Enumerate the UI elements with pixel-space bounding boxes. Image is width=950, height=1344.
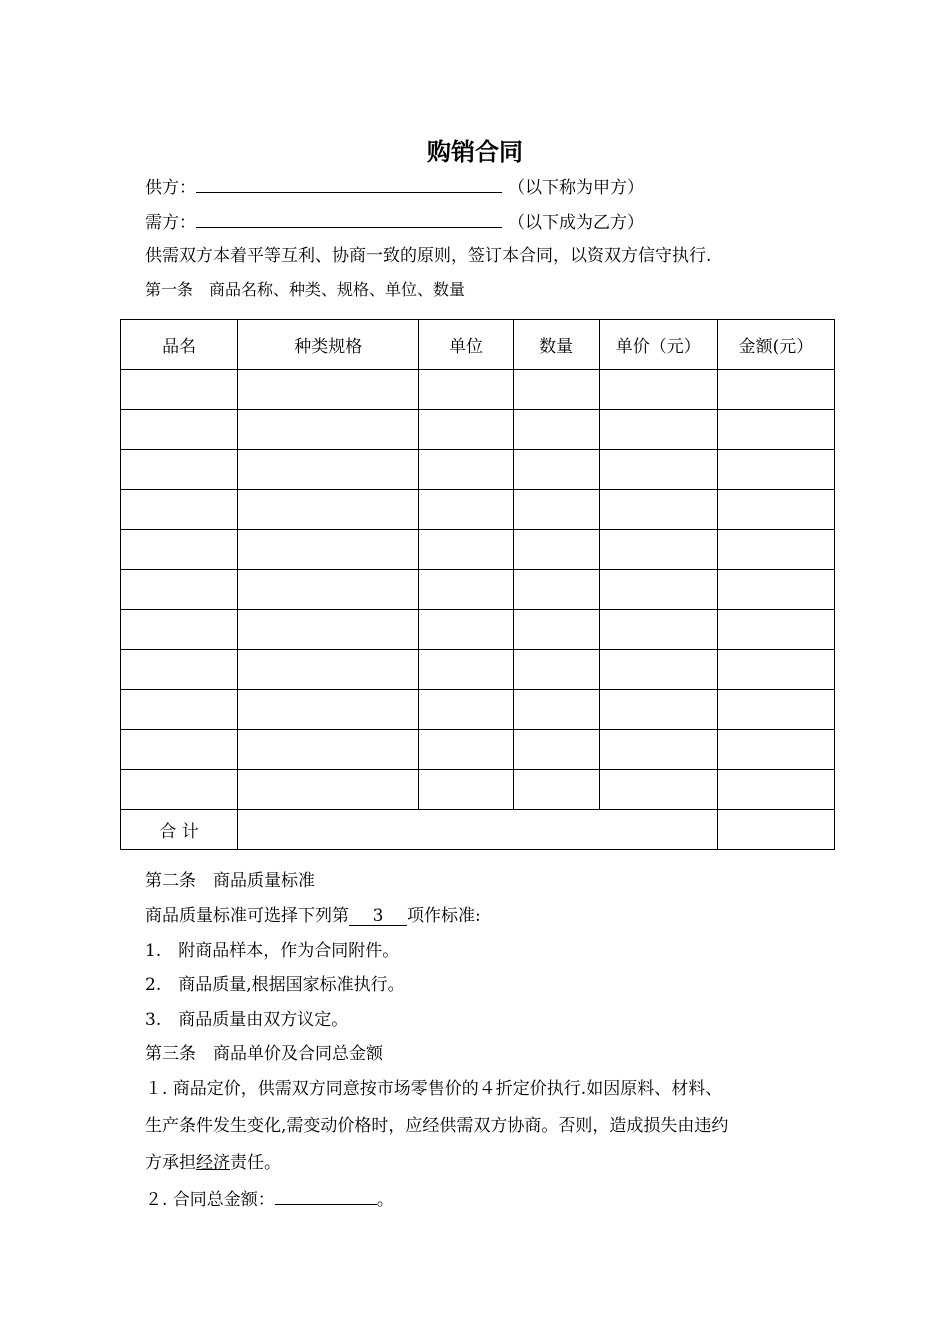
total-amount-blank[interactable] <box>275 1186 377 1205</box>
table-cell[interactable] <box>238 690 419 730</box>
table-row <box>121 530 835 570</box>
table-cell[interactable] <box>121 370 238 410</box>
intro-text: 供需双方本着平等互利、协商一致的原则，签订本合同，以资双方信守执行. <box>145 246 712 266</box>
table-cell[interactable] <box>419 730 513 770</box>
table-cell[interactable] <box>419 370 513 410</box>
header-quantity: 数量 <box>513 320 599 370</box>
quality-suffix: 项作标准: <box>407 906 481 926</box>
table-cell[interactable] <box>121 450 238 490</box>
table-cell[interactable] <box>599 370 717 410</box>
table-cell[interactable] <box>419 490 513 530</box>
article-3-heading: 第三条 商品单价及合同总金额 <box>145 1044 383 1064</box>
total-label: 合 计 <box>121 810 238 850</box>
table-cell[interactable] <box>121 530 238 570</box>
table-cell[interactable] <box>419 410 513 450</box>
table-cell[interactable] <box>121 650 238 690</box>
table-cell[interactable] <box>238 530 419 570</box>
header-product-name: 品名 <box>121 320 238 370</box>
economic-link[interactable]: 经济 <box>196 1153 230 1173</box>
table-cell[interactable] <box>419 770 513 810</box>
table-cell[interactable] <box>121 770 238 810</box>
quality-item-2: 2. 商品质量,根据国家标准执行。 <box>145 975 405 995</box>
table-cell[interactable] <box>717 410 834 450</box>
table-row <box>121 370 835 410</box>
table-cell[interactable] <box>717 370 834 410</box>
supplier-label: 供方： <box>145 178 196 198</box>
table-cell[interactable] <box>121 610 238 650</box>
price-paragraph-line-1: １. 商品定价，供需双方同意按市场零售价的４折定价执行.如因原料、材料、 <box>145 1079 723 1099</box>
table-cell[interactable] <box>599 530 717 570</box>
goods-table <box>120 319 835 850</box>
article-2-heading: 第二条 商品质量标准 <box>145 871 315 891</box>
table-cell[interactable] <box>717 650 834 690</box>
table-cell[interactable] <box>419 570 513 610</box>
header-unit-price: 单价（元） <box>599 320 717 370</box>
table-cell[interactable] <box>513 730 599 770</box>
total-amount-label: ２. 合同总金额： <box>145 1190 275 1210</box>
table-cell[interactable] <box>717 530 834 570</box>
header-unit: 单位 <box>419 320 513 370</box>
table-cell[interactable] <box>599 570 717 610</box>
table-cell[interactable] <box>599 690 717 730</box>
table-cell[interactable] <box>513 370 599 410</box>
buyer-label: 需方： <box>145 213 196 233</box>
table-cell[interactable] <box>121 730 238 770</box>
table-cell[interactable] <box>717 730 834 770</box>
table-cell[interactable] <box>599 610 717 650</box>
table-cell[interactable] <box>513 490 599 530</box>
table-cell[interactable] <box>419 690 513 730</box>
buyer-blank[interactable] <box>196 209 502 228</box>
price-paragraph-line-2: 生产条件发生变化,需变动价格时，应经供需双方协商。否则，造成损失由违约 <box>145 1116 729 1136</box>
table-row <box>121 570 835 610</box>
table-row <box>121 610 835 650</box>
table-cell[interactable] <box>121 690 238 730</box>
table-cell[interactable] <box>717 610 834 650</box>
table-row <box>121 770 835 810</box>
table-cell[interactable] <box>513 770 599 810</box>
total-amount-end: 。 <box>376 1190 394 1210</box>
table-cell[interactable] <box>599 730 717 770</box>
price-paragraph-line-3 <box>145 1151 281 1175</box>
table-cell[interactable] <box>513 690 599 730</box>
table-cell[interactable] <box>419 530 513 570</box>
table-cell[interactable] <box>238 650 419 690</box>
quality-item-1: 1. 附商品样本，作为合同附件。 <box>145 941 400 961</box>
table-cell[interactable] <box>513 450 599 490</box>
table-cell[interactable] <box>717 690 834 730</box>
table-cell[interactable] <box>513 530 599 570</box>
table-cell[interactable] <box>238 450 419 490</box>
table-cell[interactable] <box>599 490 717 530</box>
total-merged-cell[interactable] <box>238 810 718 850</box>
price-line3-b: 责任。 <box>230 1153 281 1173</box>
quality-standard-line <box>145 904 481 928</box>
quality-choice[interactable]: 3 <box>349 907 407 926</box>
table-cell[interactable] <box>599 450 717 490</box>
table-cell[interactable] <box>419 610 513 650</box>
total-amount-line <box>145 1186 394 1212</box>
table-cell[interactable] <box>717 570 834 610</box>
table-cell[interactable] <box>419 450 513 490</box>
quality-prefix: 商品质量标准可选择下列第 <box>145 906 349 926</box>
article-1-heading: 第一条 商品名称、种类、规格、单位、数量 <box>145 280 466 299</box>
table-cell[interactable] <box>599 770 717 810</box>
table-cell[interactable] <box>513 610 599 650</box>
table-cell[interactable] <box>513 650 599 690</box>
supplier-blank[interactable] <box>196 174 502 193</box>
header-type-spec: 种类规格 <box>238 320 419 370</box>
table-cell[interactable] <box>513 570 599 610</box>
table-cell[interactable] <box>121 410 238 450</box>
table-cell[interactable] <box>419 650 513 690</box>
total-amount-cell[interactable] <box>717 810 834 850</box>
table-cell[interactable] <box>717 490 834 530</box>
header-amount: 金额(元） <box>717 320 834 370</box>
table-cell[interactable] <box>121 570 238 610</box>
table-row <box>121 730 835 770</box>
table-row <box>121 410 835 450</box>
table-cell[interactable] <box>238 570 419 610</box>
table-cell[interactable] <box>238 770 419 810</box>
table-cell[interactable] <box>717 770 834 810</box>
table-cell[interactable] <box>599 410 717 450</box>
table-total-row <box>121 810 835 850</box>
table-cell[interactable] <box>238 370 419 410</box>
table-cell[interactable] <box>599 650 717 690</box>
quality-item-3: 3. 商品质量由双方议定。 <box>145 1010 349 1030</box>
table-row <box>121 450 835 490</box>
table-cell[interactable] <box>717 450 834 490</box>
buyer-line <box>145 209 644 235</box>
table-cell[interactable] <box>238 490 419 530</box>
table-cell[interactable] <box>238 730 419 770</box>
table-cell[interactable] <box>513 410 599 450</box>
table-cell[interactable] <box>238 410 419 450</box>
price-line3-a: 方承担 <box>145 1153 196 1173</box>
table-row <box>121 490 835 530</box>
document-title: 购销合同 <box>427 137 523 166</box>
table-row <box>121 650 835 690</box>
buyer-note: （以下成为乙方） <box>508 213 644 233</box>
table-cell[interactable] <box>121 490 238 530</box>
table-cell[interactable] <box>238 610 419 650</box>
supplier-note: （以下称为甲方） <box>508 178 644 198</box>
supplier-line <box>145 174 644 200</box>
table-header-row <box>121 320 835 370</box>
table-row <box>121 690 835 730</box>
